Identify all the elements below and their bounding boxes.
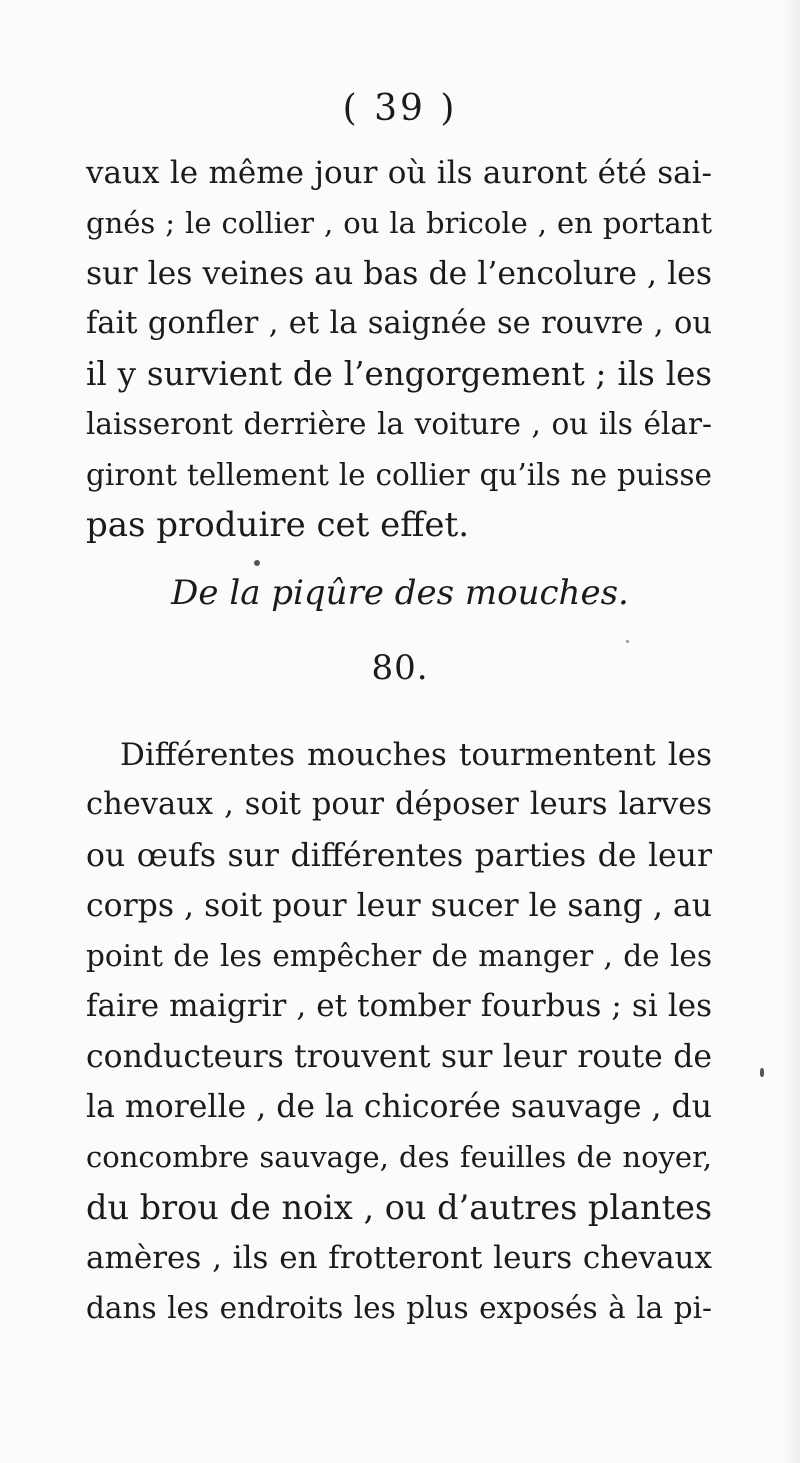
text-line: la morelle , de la chicorée sauvage , du — [86, 1089, 712, 1126]
text-line: chevaux , soit pour déposer leurs larves — [86, 787, 712, 823]
text-line: conducteurs trouvent sur leur route de — [86, 1038, 712, 1075]
text-line: pas produire cet effet. — [86, 505, 469, 546]
text-line: sur les veines au bas de l’encolure , les — [86, 255, 712, 292]
paper-speck — [254, 560, 260, 566]
text-line: il y survient de l’engorgement ; ils les — [86, 355, 712, 394]
paper-speck — [760, 1068, 764, 1077]
text-line: faire maigrir , et tomber fourbus ; si les — [86, 988, 712, 1025]
page-number: ( 39 ) — [342, 88, 458, 129]
text-line: corps , soit pour leur sucer le sang , au — [86, 887, 712, 924]
text-line: concombre sauvage, des feuilles de noyer, — [86, 1140, 712, 1175]
text-line: point de les empêcher de manger , de les — [86, 939, 712, 974]
text-line: amères , ils en frotteront leurs chevaux — [86, 1239, 712, 1276]
text-line: dans les endroits les plus exposés à la pi- — [86, 1291, 712, 1326]
text-line: gnés ; le collier , ou la bricole , en portant — [86, 206, 712, 241]
section-number: 80. — [371, 648, 429, 688]
text-line: fait gonfler , et la saignée se rouvre , ou — [86, 305, 712, 341]
paragraph-1 — [86, 148, 712, 550]
text-line: du brou de noix , ou d’autres plantes — [86, 1187, 713, 1227]
section-heading: De la piqûre des mouches. — [171, 573, 629, 613]
text-line: laisseront derrière la voiture , ou ils élar- — [86, 407, 712, 442]
paragraph-2 — [86, 730, 712, 1334]
page-edge-shadow — [782, 0, 800, 1463]
text-line: ou œufs sur différentes parties de leur — [86, 837, 712, 874]
paper-speck — [626, 640, 629, 643]
text-line: vaux le même jour où ils auront été sai- — [86, 155, 712, 191]
text-line: giront tellement le collier qu’ils ne puisse — [86, 457, 712, 492]
text-line: Différentes mouches tourmentent les — [120, 737, 712, 773]
